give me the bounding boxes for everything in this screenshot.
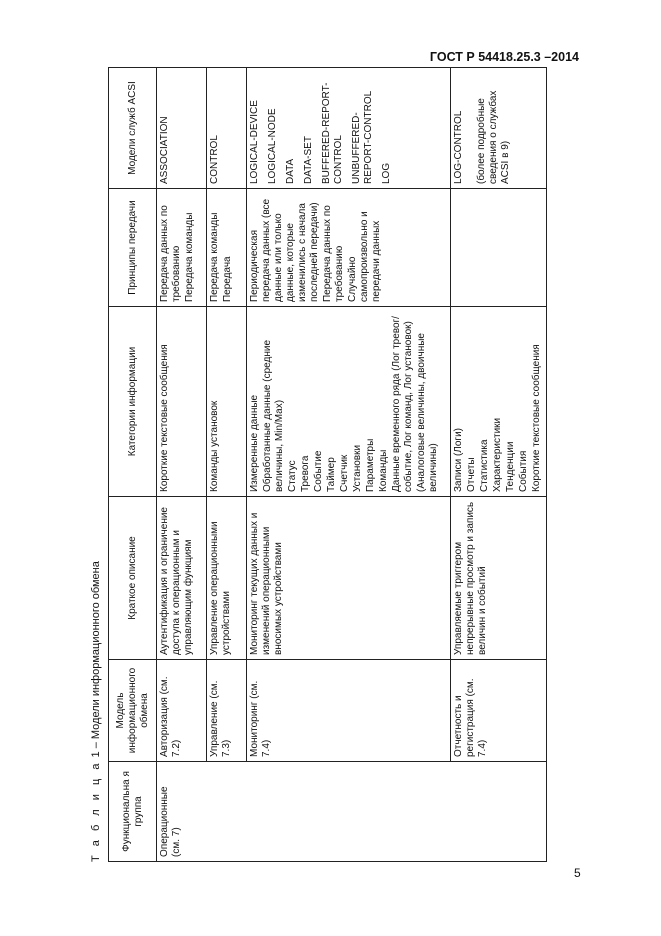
table-caption [90,561,108,862]
category-item: Команды установок [209,400,220,492]
header-model: Модель информационного обмена [109,660,157,762]
category-item: Параметры [365,438,376,492]
category-item: Событие [313,450,324,492]
principle-item: Передача данных по требованию [322,205,345,302]
category-item: Команды [378,449,389,492]
description-cell: Управляемые триггером непрерывные просмотр и запись величин и событий [451,497,547,660]
caption-text: – Модели информационного обмена [90,561,102,752]
acsi-cell [207,68,247,189]
principles-cell [247,189,451,307]
description-cell: Мониторинг текущих данных и изменений операционными вносимых устройствами [247,497,451,660]
category-item: Короткие текстовые сообщения [531,344,542,492]
category-item: Данные временного ряда (Лог тревог/событие, Лог команд, Лог установок) [391,316,414,492]
model-cell: Управление (см. 7.3) [207,660,247,762]
acsi-cell [157,68,207,189]
acsi-item: LOG-CONTROL [453,110,464,184]
principle-item: Передача команды [209,212,220,302]
categories-cell [247,307,451,497]
category-item: (Аналоговые величины, двоичные величины) [416,333,439,492]
rotated-table-area [90,68,542,862]
categories-cell [207,307,247,497]
categories-cell [157,307,207,497]
table-row [157,68,207,862]
header-acsi: Модели служб ACSI [109,68,157,189]
table-row [451,68,547,862]
category-item: Таймер [326,457,337,492]
header-description: Краткое описание [109,497,157,660]
category-item: Статистика [479,439,490,492]
acsi-item: DATA-SET [303,136,314,184]
category-item: Счетчик [339,454,350,492]
acsi-item: LOG [381,162,392,184]
category-item: Тревога [300,455,311,492]
category-item: Короткие текстовые сообщения [159,344,170,492]
principle-item: Передача данных по требованию [159,205,182,302]
acsi-item: UNBUFFERED-REPORT-CONTROL [351,90,374,184]
group-cell: Операционные (см. 7) [157,762,547,862]
caption-prefix: Т а б л и ц а [90,760,102,862]
acsi-item: CONTROL [209,135,220,184]
category-item: Обработанные данные (средние величины, Min/Max) [262,339,285,492]
principle-item: Периодическая передача данных (все данные или только данные, которые изменились с начала последней передачи) [249,198,320,302]
acsi-item: (более подробные сведения о службах ACSI в 9) [476,90,511,184]
caption-number: 1 [90,751,102,758]
model-cell: Мониторинг (см. 7.4) [247,660,451,762]
category-item: Тенденции [505,441,516,492]
categories-cell [451,307,547,497]
category-item: Установки [352,444,363,492]
category-item: Отчеты [466,457,477,492]
acsi-item: ASSOCIATION [159,116,170,184]
header-group: Функциональна я группа [109,762,157,862]
category-item: События [518,450,529,492]
principle-item: Передача [222,256,233,302]
acsi-item: BUFFERED-REPORT-CONTROL [321,82,344,184]
model-cell: Отчетность и регистрация (см. 7.4) [451,660,547,762]
acsi-cell [247,68,451,189]
category-item: Записи (Логи) [453,428,464,492]
acsi-item: LOGICAL-DEVICE [249,100,260,184]
description-cell: Аутентификация и ограничение доступа к операционным и управляющим функциям [157,497,207,660]
category-item: Статус [287,460,298,492]
principle-item: Случайно самопроизвольно и передачи данных [347,211,382,302]
model-cell: Авторизация (см. 7.2) [157,660,207,762]
header-categories: Категории информации [109,307,157,497]
document-code: ГОСТ Р 54418.25.3 –2014 [429,50,579,64]
header-principles: Принципы передачи [109,189,157,307]
acsi-cell [451,68,547,189]
principles-cell [451,189,547,307]
principles-cell [157,189,207,307]
models-table [108,67,547,862]
table-row [247,68,451,862]
page-number: 5 [574,866,581,880]
category-item: Характеристики [492,417,503,492]
principles-cell [207,189,247,307]
acsi-item: DATA [285,158,296,184]
principle-item: Передача команды [184,212,195,302]
description-cell: Управление операционными устройствами [207,497,247,660]
table-row [207,68,247,862]
category-item: Измеренные данные [249,394,260,492]
acsi-item: LOGICAL-NODE [267,108,278,184]
